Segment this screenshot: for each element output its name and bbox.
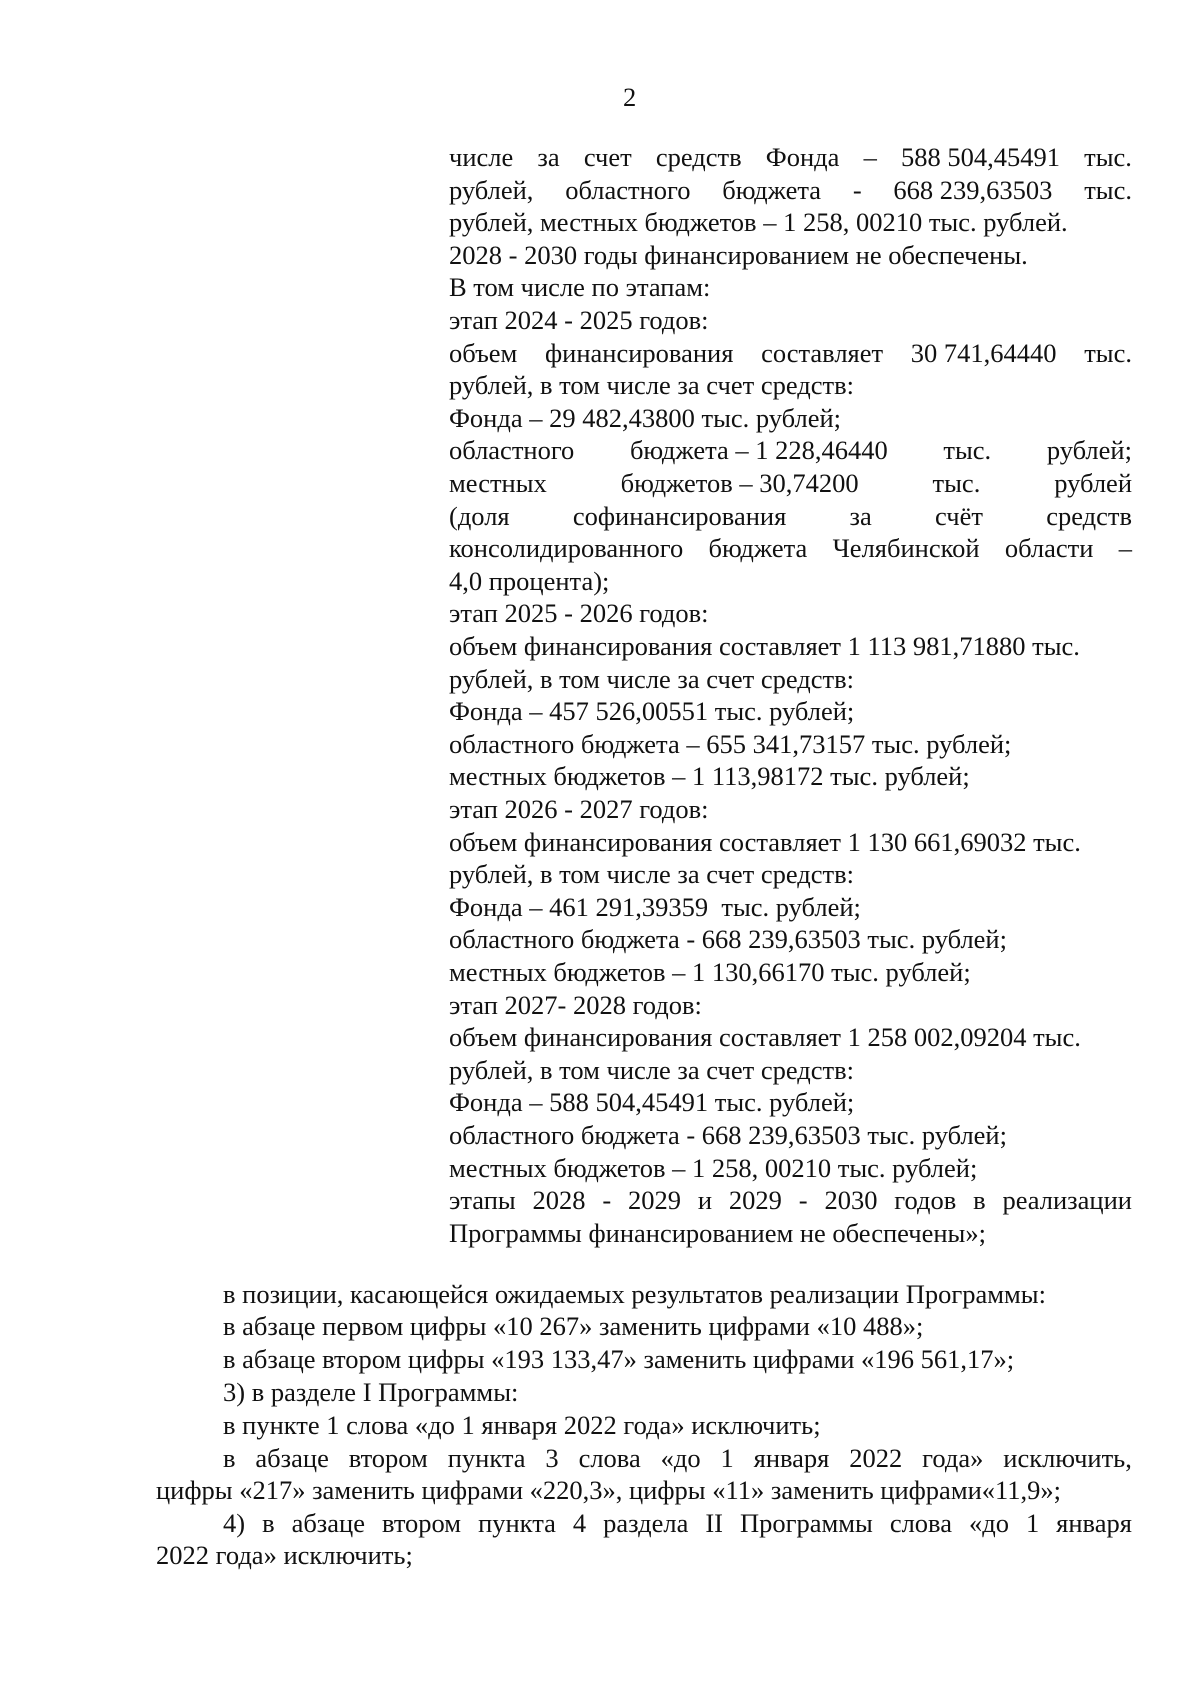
text-line bbox=[223, 1412, 821, 1439]
text-segment: января bbox=[753, 1443, 830, 1473]
text-segment: в bbox=[973, 1185, 986, 1215]
text-segment: абзаце bbox=[255, 1443, 329, 1473]
text-segment: тыс. bbox=[1084, 142, 1132, 172]
text-segment: раздела bbox=[603, 1508, 689, 1538]
text-segment: (доля bbox=[449, 501, 510, 531]
text-segment: рублей, в том числе за счет средств: bbox=[449, 664, 854, 694]
text-line bbox=[449, 1155, 977, 1182]
text-segment: в абзаце втором цифры «193 133,47» заменить цифрами «196 561,17»; bbox=[223, 1344, 1015, 1374]
text-segment: рублей bbox=[1054, 468, 1132, 498]
text-segment: и bbox=[697, 1185, 713, 1215]
text-line bbox=[449, 405, 841, 432]
text-line bbox=[449, 1089, 854, 1116]
text-segment: 2022 bbox=[849, 1443, 903, 1473]
text-line bbox=[449, 177, 1132, 204]
text-line bbox=[449, 1220, 986, 1247]
text-line bbox=[449, 763, 970, 790]
text-segment: 2028 bbox=[532, 1185, 586, 1215]
text-segment: 3 bbox=[545, 1443, 559, 1473]
text-line bbox=[449, 340, 1132, 367]
text-line bbox=[449, 926, 1007, 953]
text-segment: - bbox=[852, 175, 862, 205]
text-line bbox=[449, 796, 709, 823]
text-segment: средств bbox=[655, 142, 742, 172]
text-segment: местных бюджетов – 1 130,66170 тыс. рублей; bbox=[449, 957, 971, 987]
text-segment: в пункте 1 слова «до 1 января 2022 года» исключить; bbox=[223, 1410, 821, 1440]
text-segment: за bbox=[849, 501, 872, 531]
text-segment: января bbox=[1056, 1508, 1132, 1538]
text-line bbox=[223, 1346, 1014, 1373]
text-segment: 2029 bbox=[728, 1185, 782, 1215]
text-segment: 2022 года» исключить; bbox=[156, 1540, 413, 1570]
text-line bbox=[449, 633, 1080, 660]
text-segment: 588 504,45491 bbox=[900, 142, 1060, 172]
text-line bbox=[223, 1379, 518, 1406]
text-segment: В том числе по этапам: bbox=[449, 272, 711, 302]
text-line bbox=[449, 698, 854, 725]
text-line bbox=[449, 437, 1132, 464]
text-segment: рублей, в том числе за счет средств: bbox=[449, 859, 854, 889]
text-segment: объем финансирования составляет 1 130 661,69032 тыс. bbox=[449, 827, 1081, 857]
text-segment: областного bbox=[449, 435, 575, 465]
text-segment: слова bbox=[889, 1508, 952, 1538]
text-segment: тыс. bbox=[932, 468, 981, 498]
text-line bbox=[449, 861, 854, 888]
text-segment: 1 bbox=[1025, 1508, 1040, 1538]
text-line bbox=[449, 829, 1081, 856]
text-line bbox=[449, 144, 1132, 171]
text-segment: Программы bbox=[739, 1508, 873, 1538]
text-segment: областного bbox=[565, 175, 691, 205]
text-segment: объем финансирования составляет 1 258 002,09204 тыс. bbox=[449, 1022, 1081, 1052]
text-segment: бюджета bbox=[708, 533, 808, 563]
text-line bbox=[223, 1281, 1046, 1308]
text-segment: счет bbox=[583, 142, 632, 172]
text-line bbox=[449, 503, 1132, 530]
text-segment: в bbox=[262, 1508, 275, 1538]
text-segment: - bbox=[602, 1185, 612, 1215]
text-segment: объем финансирования составляет 1 113 981,71880 тыс. bbox=[449, 631, 1080, 661]
text-segment: местных bbox=[449, 468, 547, 498]
text-segment: этап 2026 - 2027 годов: bbox=[449, 794, 709, 824]
text-segment: рублей, bbox=[449, 175, 534, 205]
text-segment: Фонда – 461 291,39359 тыс. рублей; bbox=[449, 892, 861, 922]
text-segment: этап 2025 - 2026 годов: bbox=[449, 598, 709, 628]
text-segment: «до bbox=[660, 1443, 701, 1473]
text-segment: этапы bbox=[449, 1185, 516, 1215]
text-segment: 2028 - 2030 годы финансированием не обеспечены. bbox=[449, 240, 1028, 270]
text-segment: финансирования bbox=[544, 338, 734, 368]
text-line bbox=[449, 666, 854, 693]
text-segment: числе bbox=[449, 142, 514, 172]
text-segment: составляет bbox=[761, 338, 884, 368]
text-segment: бюджета bbox=[722, 175, 822, 205]
text-segment: областного бюджета - 668 239,63503 тыс. рублей; bbox=[449, 1120, 1007, 1150]
text-segment: тыс. bbox=[943, 435, 992, 465]
text-line bbox=[449, 242, 1028, 269]
text-segment: 668 239,63503 bbox=[893, 175, 1053, 205]
text-segment: софинансирования bbox=[572, 501, 787, 531]
text-segment: местных бюджетов – 1 113,98172 тыс. рублей; bbox=[449, 761, 970, 791]
text-segment: Челябинской bbox=[832, 533, 980, 563]
text-segment: средств bbox=[1046, 501, 1132, 531]
text-line bbox=[449, 992, 702, 1019]
text-segment: в позиции, касающейся ожидаемых результатов реализации Программы: bbox=[223, 1279, 1046, 1309]
text-line bbox=[223, 1313, 923, 1340]
text-segment: консолидированного bbox=[449, 533, 684, 563]
text-line bbox=[449, 1057, 854, 1084]
text-segment: II bbox=[705, 1508, 723, 1538]
text-segment: 1 bbox=[720, 1443, 734, 1473]
text-segment: пункта bbox=[447, 1443, 526, 1473]
text-line bbox=[449, 600, 709, 627]
text-segment: Фонда – 588 504,45491 тыс. рублей; bbox=[449, 1087, 855, 1117]
text-line bbox=[449, 1122, 1007, 1149]
text-line bbox=[449, 535, 1132, 562]
text-line bbox=[449, 274, 710, 301]
text-line bbox=[449, 209, 1068, 236]
text-segment: областного бюджета – 655 341,73157 тыс. рублей; bbox=[449, 729, 1012, 759]
text-segment: 4) bbox=[223, 1508, 246, 1538]
text-segment: слова bbox=[578, 1443, 641, 1473]
text-segment: 2030 bbox=[824, 1185, 878, 1215]
text-segment: Фонда bbox=[765, 142, 840, 172]
text-segment: объем bbox=[449, 338, 518, 368]
text-segment: бюджета – 1 228,46440 bbox=[629, 435, 888, 465]
text-segment: Фонда – 29 482,43800 тыс. рублей; bbox=[449, 403, 842, 433]
page-number: 2 bbox=[623, 82, 637, 112]
text-segment: этап 2024 - 2025 годов: bbox=[449, 305, 709, 335]
text-segment: Фонда – 457 526,00551 тыс. рублей; bbox=[449, 696, 855, 726]
text-segment: цифры «217» заменить цифрами «220,3», цифры «11» заменить цифрами«11,9»; bbox=[156, 1475, 1062, 1505]
text-segment: местных бюджетов – 1 258, 00210 тыс. рублей; bbox=[449, 1153, 978, 1183]
text-segment: области bbox=[1004, 533, 1094, 563]
text-line bbox=[449, 1024, 1081, 1051]
text-segment: 2029 bbox=[628, 1185, 682, 1215]
text-segment: абзаце bbox=[291, 1508, 365, 1538]
text-line bbox=[449, 470, 1132, 497]
text-line bbox=[449, 731, 1011, 758]
text-segment: 4 bbox=[572, 1508, 587, 1538]
text-line bbox=[449, 894, 861, 921]
text-segment: втором bbox=[381, 1508, 462, 1538]
text-segment: – bbox=[1118, 533, 1132, 563]
text-segment: 3) в разделе I Программы: bbox=[223, 1377, 519, 1407]
text-segment: рублей, в том числе за счет средств: bbox=[449, 370, 854, 400]
text-segment: реализации bbox=[1002, 1185, 1132, 1215]
text-segment: Программы финансированием не обеспечены»; bbox=[449, 1218, 986, 1248]
text-segment: за bbox=[537, 142, 560, 172]
text-segment: «до bbox=[968, 1508, 1009, 1538]
text-line bbox=[449, 1187, 1132, 1214]
text-segment: бюджетов – 30,74200 bbox=[620, 468, 859, 498]
text-line bbox=[449, 372, 854, 399]
text-segment: рублей, в том числе за счет средств: bbox=[449, 1055, 854, 1085]
text-segment: года» bbox=[922, 1443, 984, 1473]
text-line bbox=[156, 1477, 1061, 1504]
text-segment: в bbox=[223, 1443, 236, 1473]
text-segment: исключить, bbox=[1003, 1443, 1132, 1473]
text-line bbox=[156, 1542, 413, 1569]
text-segment: рублей, местных бюджетов – 1 258, 00210 тыс. рублей. bbox=[449, 207, 1068, 237]
text-line bbox=[449, 307, 709, 334]
text-segment: счёт bbox=[935, 501, 983, 531]
text-segment: тыс. bbox=[1084, 338, 1132, 368]
text-segment: тыс. bbox=[1084, 175, 1132, 205]
text-segment: – bbox=[863, 142, 877, 172]
text-segment: в абзаце первом цифры «10 267» заменить цифрами «10 488»; bbox=[223, 1311, 924, 1341]
text-segment: областного бюджета - 668 239,63503 тыс. рублей; bbox=[449, 924, 1007, 954]
text-segment: рублей; bbox=[1046, 435, 1132, 465]
text-segment: 4,0 процента); bbox=[449, 566, 610, 596]
text-line bbox=[449, 568, 609, 595]
text-segment: этап 2027- 2028 годов: bbox=[449, 990, 702, 1020]
text-segment: - bbox=[798, 1185, 808, 1215]
text-line bbox=[223, 1445, 1132, 1472]
text-line bbox=[223, 1510, 1132, 1537]
text-line bbox=[449, 959, 971, 986]
text-segment: 30 741,64440 bbox=[910, 338, 1057, 368]
text-segment: годов bbox=[894, 1185, 957, 1215]
text-segment: пункта bbox=[478, 1508, 556, 1538]
text-segment: втором bbox=[348, 1443, 428, 1473]
